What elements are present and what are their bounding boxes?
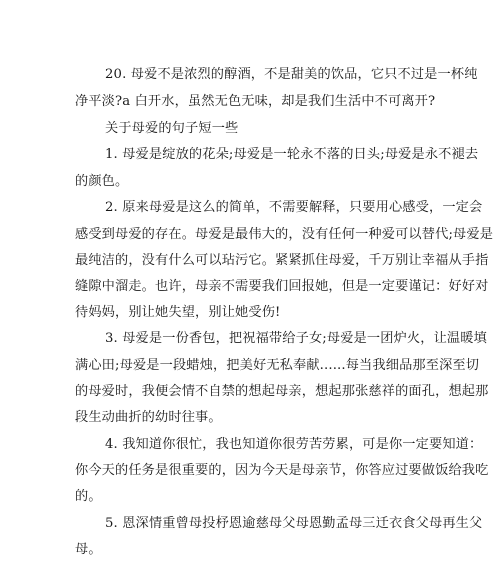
paragraph-20-line-2: 净平淡?a 白开水，虽然无色无味，却是我们生活中不可离开?	[75, 94, 436, 109]
paragraph-2-line-4: 缝隙中溜走。也许，母亲不需要我们回报她，但是一定要谨记：好好对	[75, 279, 489, 294]
paragraph-1-line-1: 1. 母爱是绽放的花朵;母爱是一轮永不落的日头;母爱是永不褪去	[105, 147, 479, 162]
paragraph-3-line-4: 段生动曲折的幼时往事。	[75, 410, 222, 425]
paragraph-3-line-2: 满心田;母爱是一段蜡烛，把美好无私奉献......每当我细品那至深至切	[75, 358, 480, 373]
paragraph-1-line-2: 的颜色。	[75, 174, 129, 189]
paragraph-2-line-2: 感受到母爱的存在。母爱是最伟大的，没有任何一种爱可以替代;母爱是	[75, 227, 494, 242]
paragraph-4-line-1: 4. 我知道你很忙，我也知道你很劳苦劳累，可是你一定要知道：	[105, 437, 483, 452]
paragraph-3-line-1: 3. 母爱是一份香包，把祝福带给子女;母爱是一团炉火，让温暖填	[105, 331, 487, 346]
paragraph-2-line-3: 最纯洁的，没有什么可以玷污它。紧紧抓住母爱，千万别让幸福从手指	[75, 253, 489, 268]
paragraph-4-line-2: 你今天的任务是很重要的，因为今天是母亲节，你答应过要做饭给我吃	[75, 463, 489, 478]
paragraph-2-line-1: 2. 原来母爱是这么的简单，不需要解释，只要用心感受，一定会	[105, 200, 483, 215]
section-heading: 关于母爱的句子短一些	[105, 121, 239, 136]
paragraph-3-line-3: 的母爱时，我便会情不自禁的想起母亲，想起那张慈祥的面孔，想起那	[75, 384, 489, 399]
paragraph-5-line-1: 5. 恩深情重曾母投杼恩逾慈母父母恩勤孟母三迁衣食父母再生父	[105, 516, 483, 531]
paragraph-2-line-5: 待妈妈，别让她失望，别让她受伤!	[75, 305, 281, 320]
paragraph-20-line-1: 20. 母爱不是浓烈的醇酒，不是甜美的饮品，它只不过是一杯纯	[105, 67, 478, 82]
paragraph-4-line-3: 的。	[75, 489, 102, 504]
paragraph-5-line-2: 母。	[75, 542, 102, 557]
